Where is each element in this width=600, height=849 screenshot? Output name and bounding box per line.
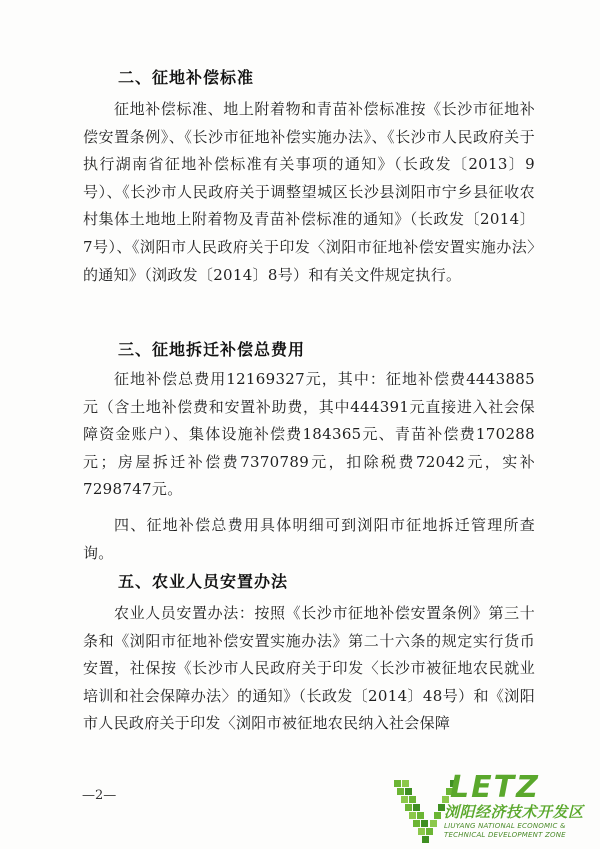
logo-chinese-name: 浏阳经济技术开发区 xyxy=(444,803,584,821)
letz-logo xyxy=(388,770,598,846)
section-heading-3: 三、征地拆迁补偿总费用 xyxy=(118,340,306,359)
logo-letz-text: LETZ xyxy=(450,770,540,805)
section-heading-5: 五、农业人员安置办法 xyxy=(118,572,289,591)
paragraph-total-cost: 征地补偿总费用12169327元，其中：征地补偿费4443885元（含土地补偿费和安置补助费，其中444391元直接进入社会保障资金账户）、集体设施补偿费184365元、青苗补偿费170288元；房屋拆迁补偿费7370789元，扣除税费72042元，实补7298747元。 xyxy=(83,370,535,499)
paragraph-compensation-standard: 征地补偿标准、地上附着物和青苗补偿标准按《长沙市征地补偿安置条例》、《长沙市征地补偿实施办法》、《长沙市人民政府关于执行湖南省征地补偿标准有关事项的通知》（长政发〔2013〕9号）、《长沙市人民政府关于调整望城区长沙县浏阳市宁乡县征收农村集体土地地上附着物及青苗补偿标准的通知》（长政发〔2014〕7号）、《浏阳市人民政府关于印发〈浏阳市征地补偿安置实施办法〉的通知》（浏政发〔2014〕8号）和有关文件规定执行。 xyxy=(83,100,535,284)
section-heading-2: 二、征地补偿标准 xyxy=(118,68,255,87)
paragraph-resettlement: 农业人员安置办法：按照《长沙市征地补偿安置条例》第三十条和《浏阳市征地补偿安置实施办法》第二十六条的规定实行货币安置，社保按《长沙市人民政府关于印发〈长沙市被征地农民就业培训和社会保障办法〉的通知》（长政发〔2014〕48号）和《浏阳市人民政府关于印发〈浏阳市被征地农民纳入社会保障 xyxy=(83,604,535,733)
logo-english-name: LIUYANG NATIONAL ECONOMIC & TECHNICAL DEVELOPMENT ZONE xyxy=(444,822,566,839)
page-number: —2— xyxy=(82,788,117,803)
paragraph-inquiry: 四、征地补偿总费用具体明细可到浏阳市征地拆迁管理所查询。 xyxy=(83,516,535,562)
